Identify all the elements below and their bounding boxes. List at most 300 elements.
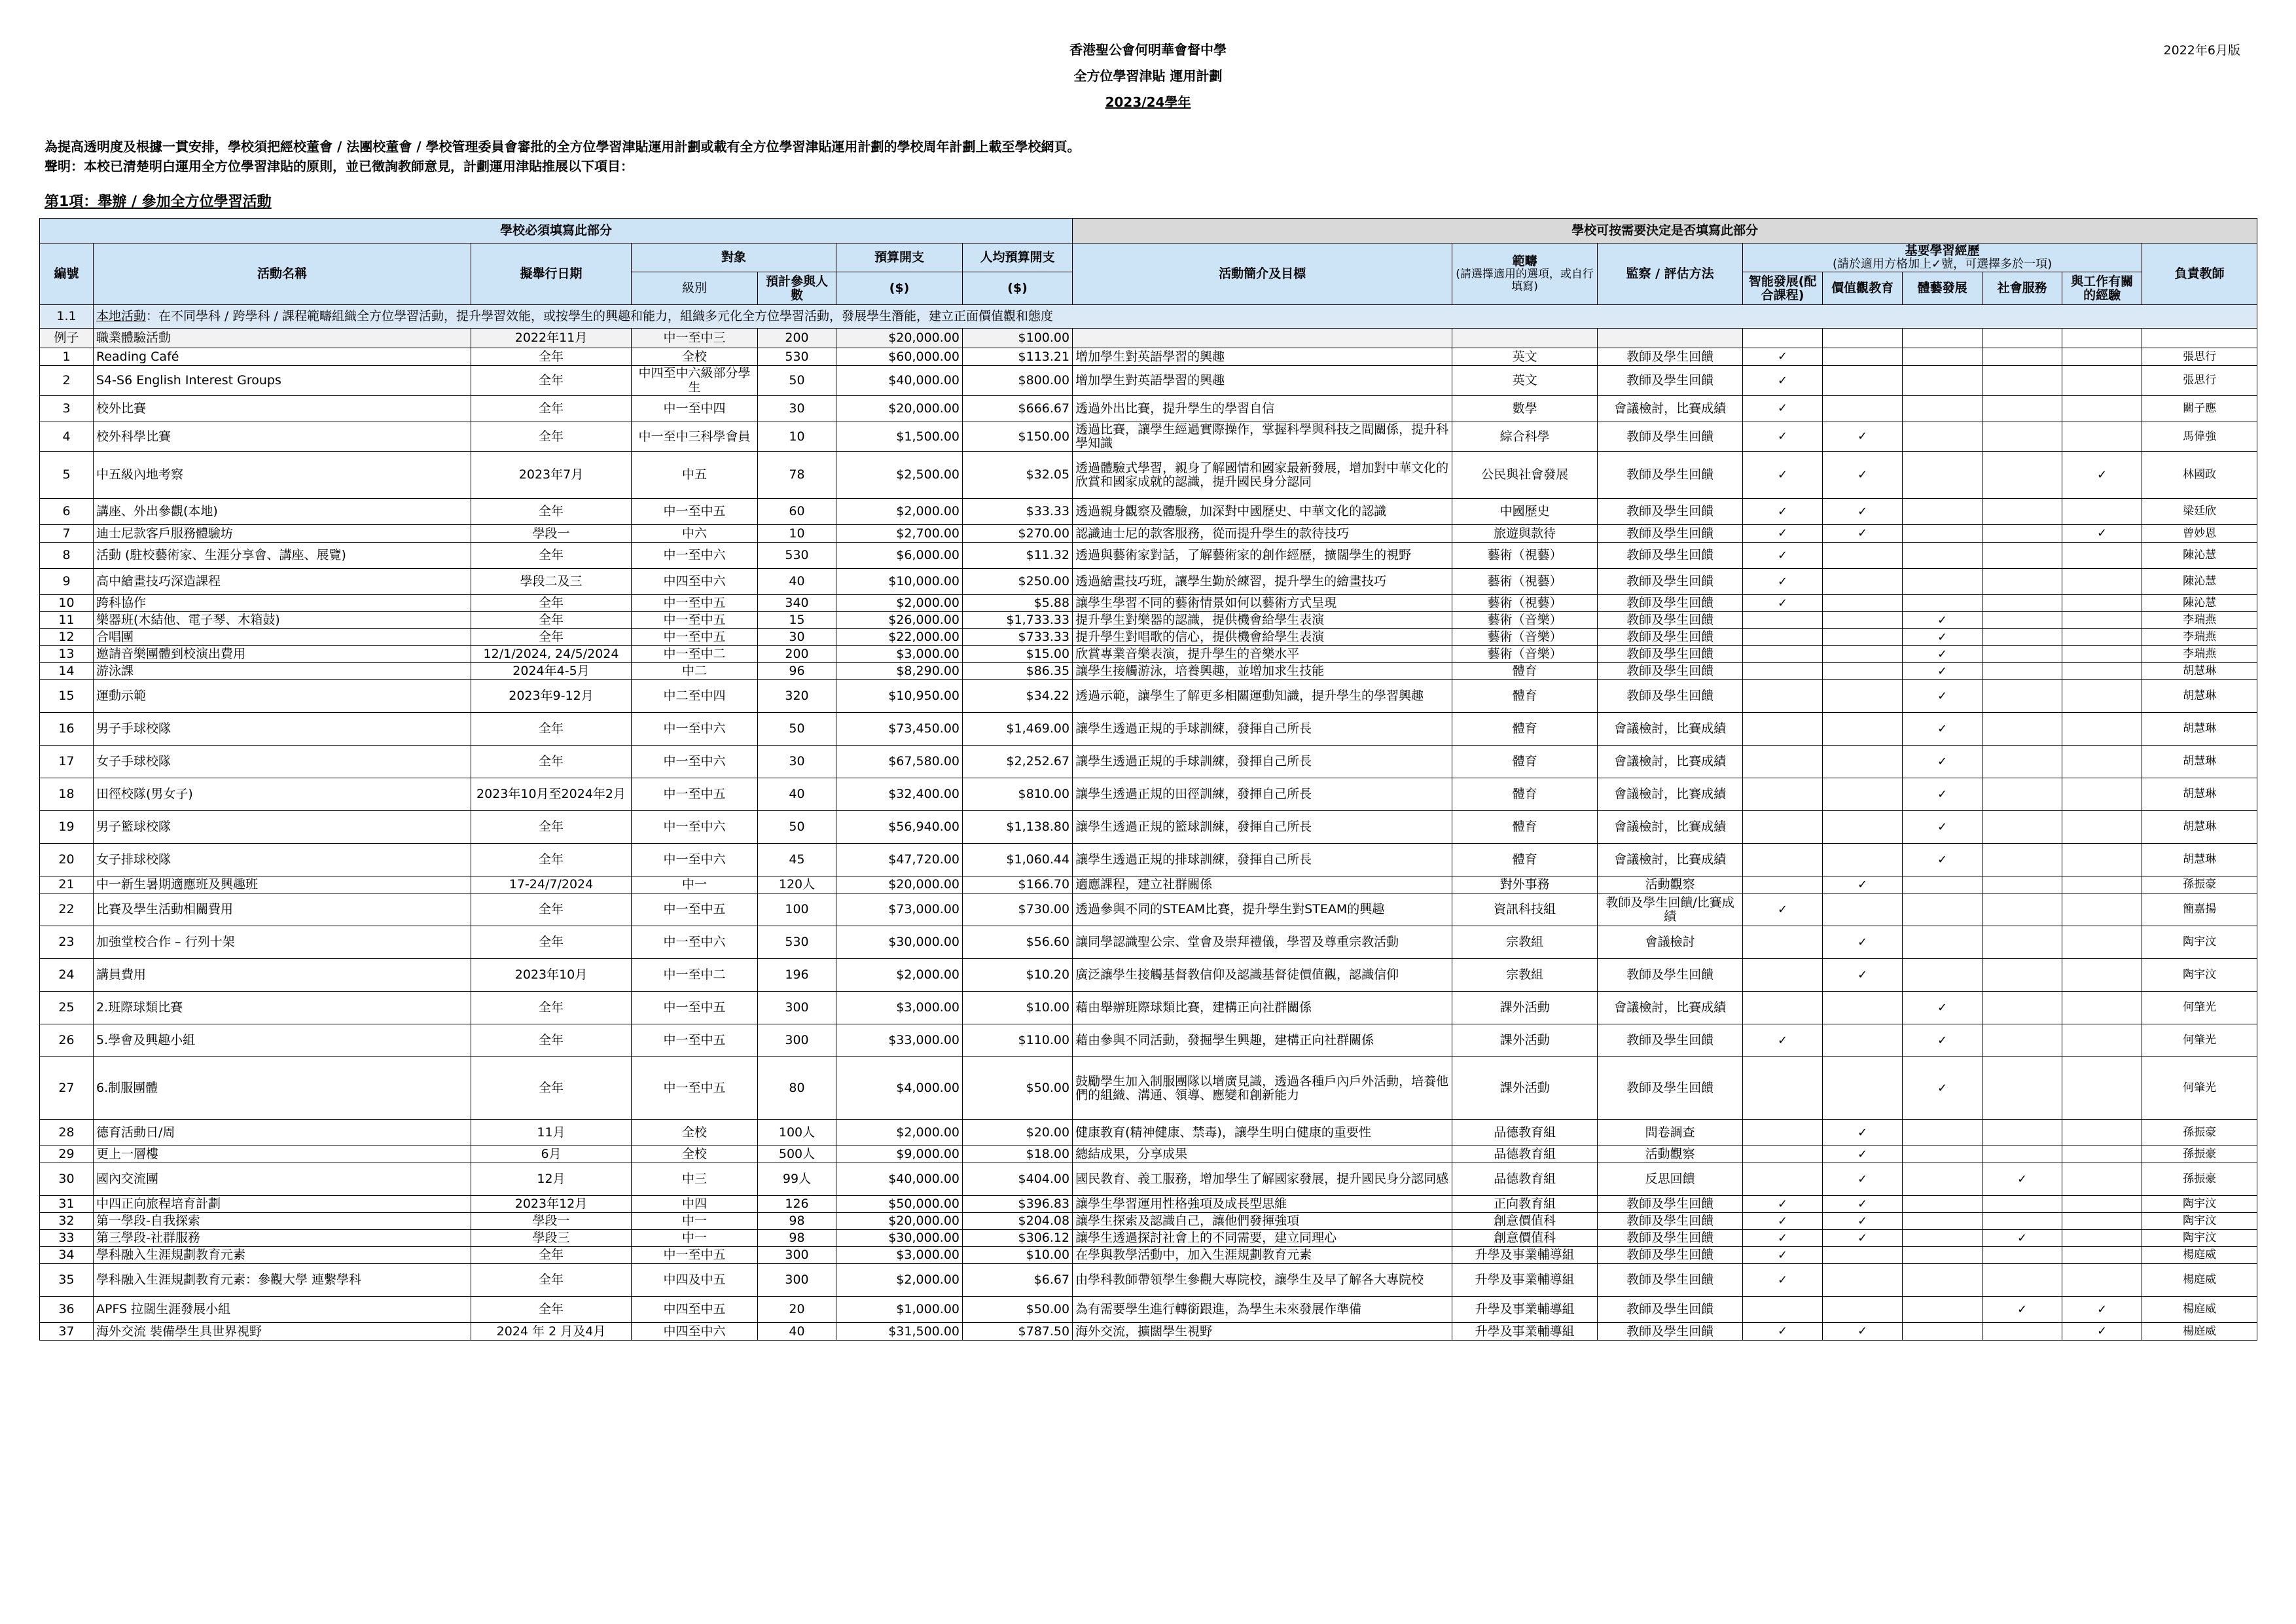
activity-intro: 讓學生透過正規的手球訓練，發揮自己所長 [1073, 713, 1452, 746]
activity-name: 邀請音樂團體到校演出費用 [94, 646, 471, 663]
activity-intro: 透過外出比賽，提升學生的學習自信 [1073, 395, 1452, 422]
teacher-in-charge: 曾妙恩 [2142, 525, 2257, 543]
per-head-budget: $110.00 [963, 1024, 1073, 1057]
target-level: 中一至中三 [632, 329, 758, 348]
activity-name: APFS 拉闊生涯發展小組 [94, 1297, 471, 1323]
activity-name: 女子排球校隊 [94, 844, 471, 876]
domain: 體育 [1452, 746, 1598, 778]
activity-name: 男子手球校隊 [94, 713, 471, 746]
activity-intro: 透過與藝術家對話，了解藝術家的創作經歷，擴闊學生的視野 [1073, 543, 1452, 569]
teacher-in-charge: 何肇光 [2142, 992, 2257, 1024]
check-mark-icon: ✓ [1743, 1213, 1823, 1230]
target-level: 中四至中六 [632, 569, 758, 595]
check-mark-icon [1743, 680, 1823, 713]
section-desc: ：在不同學科 / 跨學科 / 課程範疇組織全方位學習活動，提升學習效能，或按學生的興趣和能力，組織多元化全方位學習活動，發展學生潛能，建立正面價值觀和態度 [146, 309, 1053, 324]
check-mark-icon: ✓ [1743, 422, 1823, 452]
group-right-header: 學校可按需要決定是否填寫此部分 [1073, 219, 2257, 244]
planned-date: 全年 [471, 926, 632, 959]
row-no: 18 [40, 778, 94, 811]
planned-date: 2024年4-5月 [471, 663, 632, 680]
domain: 藝術（音樂） [1452, 612, 1598, 629]
col-teacher: 負責教師 [2142, 244, 2257, 305]
check-mark-icon [1743, 612, 1823, 629]
col-intro: 活動簡介及目標 [1073, 244, 1452, 305]
check-mark-icon [1743, 1297, 1823, 1323]
col-domain [1452, 244, 1598, 305]
activity-intro: 讓學生透過正規的排球訓練，發揮自己所長 [1073, 844, 1452, 876]
check-mark-icon: ✓ [1903, 663, 1982, 680]
domain: 升學及事業輔導組 [1452, 1247, 1598, 1264]
check-mark-icon [2062, 348, 2142, 366]
eval-method: 教師及學生回饋 [1598, 595, 1743, 612]
row-no: 27 [40, 1057, 94, 1120]
per-head-budget: $20.00 [963, 1120, 1073, 1146]
eval-method: 教師及學生回饋 [1598, 1264, 1743, 1297]
activity-name: 學科融入生涯規劃教育元素：參觀大學 連繫學科 [94, 1264, 471, 1297]
budget: $2,000.00 [836, 1120, 963, 1146]
check-mark-icon: ✓ [1903, 778, 1982, 811]
col-exp-2: 價值觀教育 [1823, 272, 1903, 305]
row-no: 23 [40, 926, 94, 959]
eval-method [1598, 329, 1743, 348]
check-mark-icon [1823, 329, 1903, 348]
activity-name: 活動 (駐校藝術家、生涯分享會、講座、展覽) [94, 543, 471, 569]
target-level: 中一 [632, 876, 758, 893]
col-exp-sub: (請於適用方格加上✓號，可選擇多於一項) [1833, 257, 2053, 272]
activity-name: 第一學段-自我探索 [94, 1213, 471, 1230]
check-mark-icon [1743, 646, 1823, 663]
teacher-in-charge: 孫振豪 [2142, 876, 2257, 893]
domain: 體育 [1452, 713, 1598, 746]
budget: $10,950.00 [836, 680, 963, 713]
participants: 50 [758, 811, 836, 844]
check-mark-icon [1823, 1264, 1903, 1297]
activity-name: 海外交流 裝備學生具世界視野 [94, 1323, 471, 1341]
eval-method: 會議檢討，比賽成績 [1598, 713, 1743, 746]
planned-date: 2023年10月至2024年2月 [471, 778, 632, 811]
activity-intro: 透過參與不同的STEAM比賽，提升學生對STEAM的興趣 [1073, 893, 1452, 926]
check-mark-icon [1982, 959, 2062, 992]
participants: 50 [758, 366, 836, 396]
domain: 課外活動 [1452, 1024, 1598, 1057]
per-head-budget: $396.83 [963, 1196, 1073, 1213]
col-exp [1743, 244, 2142, 272]
per-head-budget: $33.33 [963, 499, 1073, 525]
col-domain-label: 範疇 [1512, 254, 1537, 269]
teacher-in-charge: 張思行 [2142, 366, 2257, 396]
check-mark-icon [1743, 778, 1823, 811]
check-mark-icon [2062, 329, 2142, 348]
activity-intro: 適應課程，建立社群關係 [1073, 876, 1452, 893]
table-row [40, 778, 2257, 811]
check-mark-icon [2062, 778, 2142, 811]
check-mark-icon [1743, 844, 1823, 876]
example-row [40, 329, 2257, 348]
activity-name: 校外科學比賽 [94, 422, 471, 452]
teacher-in-charge: 陶宇汶 [2142, 1230, 2257, 1247]
check-mark-icon [2062, 1230, 2142, 1247]
activity-intro: 讓學生探索及認識自己，讓他們發揮強項 [1073, 1213, 1452, 1230]
table-row [40, 680, 2257, 713]
planned-date: 2023年7月 [471, 452, 632, 499]
check-mark-icon [1823, 1247, 1903, 1264]
participants: 340 [758, 595, 836, 612]
row-no: 例子 [40, 329, 94, 348]
activity-intro: 藉由舉辦班際球類比賽，建構正向社群關係 [1073, 992, 1452, 1024]
activity-intro: 認識迪士尼的款客服務，從而提升學生的款待技巧 [1073, 525, 1452, 543]
eval-method: 會議檢討，比賽成績 [1598, 844, 1743, 876]
row-no: 32 [40, 1213, 94, 1230]
check-mark-icon [2062, 1163, 2142, 1196]
domain: 數學 [1452, 395, 1598, 422]
participants: 100人 [758, 1120, 836, 1146]
activity-intro: 讓同學認識聖公宗、堂會及崇拜禮儀，學習及尊重宗教活動 [1073, 926, 1452, 959]
budget: $40,000.00 [836, 1163, 963, 1196]
budget: $8,290.00 [836, 663, 963, 680]
eval-method: 教師及學生回饋 [1598, 366, 1743, 396]
target-level: 中一至中五 [632, 1057, 758, 1120]
teacher-in-charge: 林國政 [2142, 452, 2257, 499]
budget: $1,500.00 [836, 422, 963, 452]
check-mark-icon [1743, 1120, 1823, 1146]
check-mark-icon [1903, 959, 1982, 992]
per-head-budget: $1,469.00 [963, 713, 1073, 746]
budget: $2,000.00 [836, 499, 963, 525]
activity-name: 國內交流團 [94, 1163, 471, 1196]
row-no: 12 [40, 629, 94, 646]
table-row [40, 926, 2257, 959]
per-head-budget: $306.12 [963, 1230, 1073, 1247]
row-no: 33 [40, 1230, 94, 1247]
check-mark-icon [1982, 811, 2062, 844]
target-level: 中二至中四 [632, 680, 758, 713]
domain: 英文 [1452, 348, 1598, 366]
table-row [40, 366, 2257, 396]
budget: $3,000.00 [836, 1247, 963, 1264]
planned-date: 學段二及三 [471, 569, 632, 595]
budget: $47,720.00 [836, 844, 963, 876]
per-head-budget: $404.00 [963, 1163, 1073, 1196]
check-mark-icon [1903, 422, 1982, 452]
target-level: 中一至中二 [632, 646, 758, 663]
row-no: 4 [40, 422, 94, 452]
domain: 藝術（視藝） [1452, 569, 1598, 595]
activity-name: 樂器班(木結他、電子琴、木箱鼓) [94, 612, 471, 629]
planned-date: 全年 [471, 543, 632, 569]
check-mark-icon [1982, 569, 2062, 595]
row-no: 29 [40, 1146, 94, 1163]
row-no: 1 [40, 348, 94, 366]
participants: 30 [758, 395, 836, 422]
budget: $50,000.00 [836, 1196, 963, 1213]
domain: 藝術（音樂） [1452, 629, 1598, 646]
check-mark-icon [1823, 1057, 1903, 1120]
table-row [40, 1323, 2257, 1341]
planned-date: 全年 [471, 629, 632, 646]
planned-date: 6月 [471, 1146, 632, 1163]
table-row [40, 543, 2257, 569]
check-mark-icon [1823, 893, 1903, 926]
domain: 體育 [1452, 778, 1598, 811]
check-mark-icon: ✓ [1903, 811, 1982, 844]
per-head-budget: $6.67 [963, 1264, 1073, 1297]
domain: 英文 [1452, 366, 1598, 396]
target-level: 中一至中二 [632, 959, 758, 992]
table-row [40, 746, 2257, 778]
target-level: 中一至中六 [632, 713, 758, 746]
budget: $20,000.00 [836, 1213, 963, 1230]
check-mark-icon [1823, 543, 1903, 569]
table-row [40, 844, 2257, 876]
participants: 20 [758, 1297, 836, 1323]
table-row [40, 1297, 2257, 1323]
check-mark-icon [1903, 525, 1982, 543]
check-mark-icon: ✓ [1903, 1057, 1982, 1120]
participants: 30 [758, 746, 836, 778]
teacher-in-charge: 胡慧琳 [2142, 746, 2257, 778]
target-level: 中一至中五 [632, 893, 758, 926]
section-title: 第1項：舉辦 / 參加全方位學習活動 [45, 194, 272, 210]
check-mark-icon [1903, 569, 1982, 595]
teacher-in-charge: 孫振豪 [2142, 1120, 2257, 1146]
row-no: 31 [40, 1196, 94, 1213]
budget: $73,450.00 [836, 713, 963, 746]
activity-name: 中一新生暑期適應班及興趣班 [94, 876, 471, 893]
check-mark-icon: ✓ [1903, 612, 1982, 629]
check-mark-icon: ✓ [1823, 1323, 1903, 1341]
check-mark-icon: ✓ [1823, 1213, 1903, 1230]
budget: $2,000.00 [836, 959, 963, 992]
participants: 98 [758, 1213, 836, 1230]
planned-date: 全年 [471, 713, 632, 746]
target-level: 中一 [632, 1213, 758, 1230]
per-head-budget: $15.00 [963, 646, 1073, 663]
check-mark-icon [1903, 1146, 1982, 1163]
col-budget: 預算開支 [836, 244, 963, 272]
activity-name: Reading Café [94, 348, 471, 366]
eval-method: 會議檢討 [1598, 926, 1743, 959]
domain: 升學及事業輔導組 [1452, 1323, 1598, 1341]
row-no: 2 [40, 366, 94, 396]
planned-date: 2023年12月 [471, 1196, 632, 1213]
check-mark-icon [2062, 959, 2142, 992]
check-mark-icon [1982, 366, 2062, 396]
check-mark-icon [1982, 543, 2062, 569]
planned-date: 全年 [471, 1297, 632, 1323]
table-row [40, 1196, 2257, 1213]
check-mark-icon: ✓ [2062, 452, 2142, 499]
participants: 60 [758, 499, 836, 525]
eval-method: 教師及學生回饋 [1598, 348, 1743, 366]
row-no: 10 [40, 595, 94, 612]
eval-method: 活動觀察 [1598, 1146, 1743, 1163]
domain: 藝術（視藝） [1452, 543, 1598, 569]
target-level: 中四至中六 [632, 1323, 758, 1341]
teacher-in-charge: 陳沁慧 [2142, 543, 2257, 569]
participants: 300 [758, 1264, 836, 1297]
col-no: 編號 [40, 244, 94, 305]
check-mark-icon [1903, 366, 1982, 396]
row-no: 37 [40, 1323, 94, 1341]
check-mark-icon [1903, 1213, 1982, 1230]
check-mark-icon [2062, 1146, 2142, 1163]
check-mark-icon [1903, 348, 1982, 366]
check-mark-icon [2062, 595, 2142, 612]
check-mark-icon [1903, 499, 1982, 525]
activity-name: 中四正向旅程培育計劃 [94, 1196, 471, 1213]
per-head-budget: $32.05 [963, 452, 1073, 499]
activity-name: 合唱團 [94, 629, 471, 646]
participants: 300 [758, 1024, 836, 1057]
target-level: 中一至中五 [632, 992, 758, 1024]
check-mark-icon [1743, 1146, 1823, 1163]
check-mark-icon [1982, 1196, 2062, 1213]
teacher-in-charge: 胡慧琳 [2142, 811, 2257, 844]
eval-method: 活動觀察 [1598, 876, 1743, 893]
check-mark-icon [1982, 1146, 2062, 1163]
budget: $33,000.00 [836, 1024, 963, 1057]
table-row [40, 595, 2257, 612]
check-mark-icon [2062, 1213, 2142, 1230]
planned-date: 全年 [471, 1247, 632, 1264]
teacher-in-charge: 何肇光 [2142, 1024, 2257, 1057]
target-level: 中一至中五 [632, 595, 758, 612]
domain: 品德教育組 [1452, 1120, 1598, 1146]
check-mark-icon [1903, 1163, 1982, 1196]
check-mark-icon [2062, 629, 2142, 646]
target-level: 中一至中五 [632, 778, 758, 811]
check-mark-icon [1903, 1230, 1982, 1247]
planned-date: 全年 [471, 746, 632, 778]
budget: $20,000.00 [836, 395, 963, 422]
per-head-budget: $733.33 [963, 629, 1073, 646]
table-row [40, 1230, 2257, 1247]
activity-intro: 總結成果，分享成果 [1073, 1146, 1452, 1163]
check-mark-icon: ✓ [1903, 746, 1982, 778]
check-mark-icon [1982, 746, 2062, 778]
row-no: 34 [40, 1247, 94, 1264]
check-mark-icon [2062, 1057, 2142, 1120]
domain: 對外事務 [1452, 876, 1598, 893]
budget: $22,000.00 [836, 629, 963, 646]
check-mark-icon [1982, 348, 2062, 366]
eval-method: 教師及學生回饋 [1598, 663, 1743, 680]
check-mark-icon: ✓ [1982, 1297, 2062, 1323]
activity-intro: 海外交流，擴闊學生視野 [1073, 1323, 1452, 1341]
budget: $3,000.00 [836, 992, 963, 1024]
check-mark-icon [1982, 1213, 2062, 1230]
activity-intro: 讓學生透過正規的手球訓練，發揮自己所長 [1073, 746, 1452, 778]
check-mark-icon [1823, 395, 1903, 422]
col-exp-5: 與工作有關的經驗 [2062, 272, 2142, 305]
planned-date: 全年 [471, 811, 632, 844]
table-row [40, 646, 2257, 663]
check-mark-icon [1982, 844, 2062, 876]
per-head-budget: $34.22 [963, 680, 1073, 713]
teacher-in-charge: 李瑞燕 [2142, 629, 2257, 646]
activity-intro: 讓學生透過正規的田徑訓練，發揮自己所長 [1073, 778, 1452, 811]
participants: 200 [758, 646, 836, 663]
teacher-in-charge: 胡慧琳 [2142, 778, 2257, 811]
domain [1452, 329, 1598, 348]
budget: $67,580.00 [836, 746, 963, 778]
planned-date: 11月 [471, 1120, 632, 1146]
target-level: 全校 [632, 348, 758, 366]
check-mark-icon [1743, 629, 1823, 646]
teacher-in-charge: 何肇光 [2142, 1057, 2257, 1120]
eval-method: 教師及學生回饋 [1598, 1297, 1743, 1323]
planned-date: 學段一 [471, 525, 632, 543]
budget: $3,000.00 [836, 646, 963, 663]
domain: 藝術（視藝） [1452, 595, 1598, 612]
table-row [40, 348, 2257, 366]
check-mark-icon [2062, 876, 2142, 893]
row-no: 7 [40, 525, 94, 543]
check-mark-icon [1982, 778, 2062, 811]
per-head-budget: $800.00 [963, 366, 1073, 396]
eval-method: 會議檢討，比賽成績 [1598, 395, 1743, 422]
budget: $1,000.00 [836, 1297, 963, 1323]
group-left-header: 學校必須填寫此部分 [40, 219, 1073, 244]
col-level: 級別 [632, 272, 758, 305]
planned-date: 全年 [471, 595, 632, 612]
col-exp-4: 社會服務 [1982, 272, 2062, 305]
domain: 宗教組 [1452, 959, 1598, 992]
budget: $30,000.00 [836, 926, 963, 959]
activity-intro: 透過繪畫技巧班，讓學生勤於練習，提升學生的繪畫技巧 [1073, 569, 1452, 595]
row-no: 17 [40, 746, 94, 778]
check-mark-icon [1982, 499, 2062, 525]
check-mark-icon [1982, 1120, 2062, 1146]
row-no: 28 [40, 1120, 94, 1146]
activity-name: 講座、外出參觀(本地) [94, 499, 471, 525]
eval-method: 教師及學生回饋/比賽成績 [1598, 893, 1743, 926]
check-mark-icon [1982, 1264, 2062, 1297]
row-no: 8 [40, 543, 94, 569]
col-exp-3: 體藝發展 [1903, 272, 1982, 305]
teacher-in-charge: 簡嘉揚 [2142, 893, 2257, 926]
domain: 宗教組 [1452, 926, 1598, 959]
check-mark-icon [1823, 629, 1903, 646]
domain: 升學及事業輔導組 [1452, 1264, 1598, 1297]
check-mark-icon: ✓ [1903, 844, 1982, 876]
eval-method: 教師及學生回饋 [1598, 1196, 1743, 1213]
table-row [40, 1120, 2257, 1146]
check-mark-icon: ✓ [1743, 525, 1823, 543]
col-date: 擬舉行日期 [471, 244, 632, 305]
target-level: 中一至中五 [632, 499, 758, 525]
budget: $32,400.00 [836, 778, 963, 811]
target-level: 中一至中六 [632, 746, 758, 778]
eval-method: 會議檢討，比賽成績 [1598, 811, 1743, 844]
eval-method: 教師及學生回饋 [1598, 680, 1743, 713]
planned-date: 12/1/2024, 24/5/2024 [471, 646, 632, 663]
per-head-budget: $100.00 [963, 329, 1073, 348]
teacher-in-charge: 李瑞燕 [2142, 646, 2257, 663]
teacher-in-charge: 胡慧琳 [2142, 844, 2257, 876]
check-mark-icon: ✓ [1743, 1247, 1823, 1264]
participants: 196 [758, 959, 836, 992]
col-participants: 預計參與人數 [758, 272, 836, 305]
teacher-in-charge: 孫振豪 [2142, 1146, 2257, 1163]
participants: 40 [758, 569, 836, 595]
row-no: 22 [40, 893, 94, 926]
domain: 正向教育組 [1452, 1196, 1598, 1213]
check-mark-icon [1903, 329, 1982, 348]
domain: 體育 [1452, 811, 1598, 844]
check-mark-icon: ✓ [1823, 452, 1903, 499]
target-level: 中一至中五 [632, 629, 758, 646]
